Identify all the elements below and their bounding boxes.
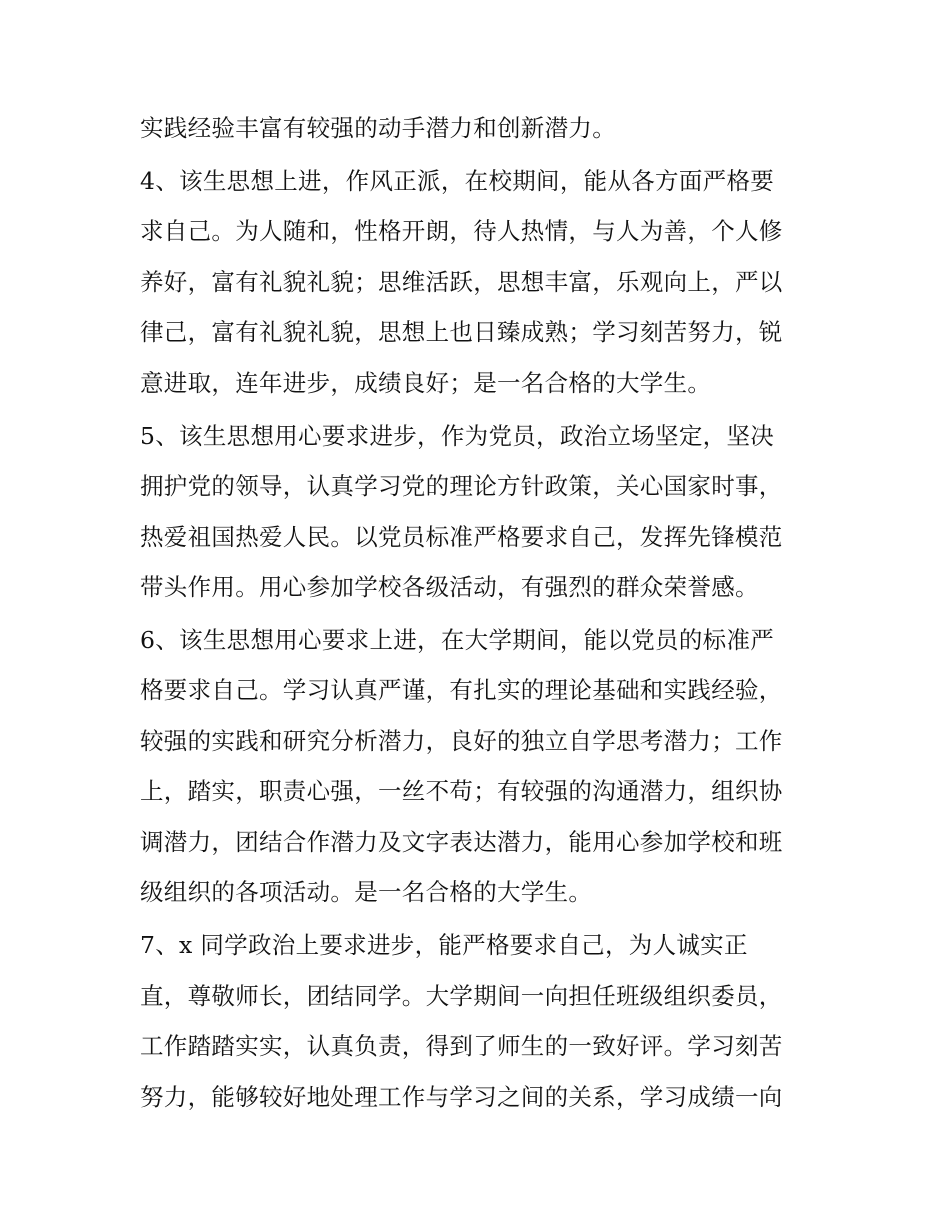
text-line: 工作踏踏实实，认真负责，得到了师生的一致好评。学习刻苦 — [140, 1032, 783, 1060]
text-line: 求自己。为人随和，性格开朗，待人热情，与人为善，个人修 — [140, 217, 783, 245]
text-line: 实践经验丰富有较强的动手潜力和创新潜力。 — [140, 114, 616, 142]
text-line: 养好，富有礼貌礼貌；思维活跃，思想丰富，乐观向上，严以 — [140, 268, 783, 296]
text-line: 努力，能够较好地处理工作与学习之间的关系，学习成绩一向 — [140, 1083, 783, 1111]
text-line: 7、x 同学政治上要求进步，能严格要求自己，为人诚实正 — [140, 931, 748, 959]
text-line: 律己，富有礼貌礼貌，思想上也日臻成熟；学习刻苦努力，锐 — [140, 318, 783, 346]
text-line: 5、该生思想用心要求进步，作为党员，政治立场坚定，坚决 — [140, 422, 775, 450]
text-line: 较强的实践和研究分析潜力，良好的独立自学思考潜力；工作 — [140, 727, 783, 755]
text-line: 直，尊敬师长，团结同学。大学期间一向担任班级组织委员， — [140, 982, 783, 1010]
text-line: 调潜力，团结合作潜力及文字表达潜力，能用心参加学校和班 — [140, 828, 783, 856]
text-line: 热爱祖国热爱人民。以党员标准严格要求自己，发挥先锋模范 — [140, 523, 783, 551]
text-line: 级组织的各项活动。是一名合格的大学生。 — [140, 878, 593, 906]
text-line: 意进取，连年进步，成绩良好；是一名合格的大学生。 — [140, 369, 712, 397]
text-line: 上，踏实，职责心强，一丝不苟；有较强的沟通潜力，组织协 — [140, 777, 783, 805]
text-line: 带头作用。用心参加学校各级活动，有强烈的群众荣誉感。 — [140, 573, 759, 601]
text-line: 拥护党的领导，认真学习党的理论方针政策，关心国家时事， — [140, 472, 783, 500]
text-line: 4、该生思想上进，作风正派，在校期间，能从各方面严格要 — [140, 167, 775, 195]
text-line: 格要求自己。学习认真严谨，有扎实的理论基础和实践经验， — [140, 676, 783, 704]
text-line: 6、该生思想用心要求上进，在大学期间，能以党员的标准严 — [140, 626, 775, 654]
